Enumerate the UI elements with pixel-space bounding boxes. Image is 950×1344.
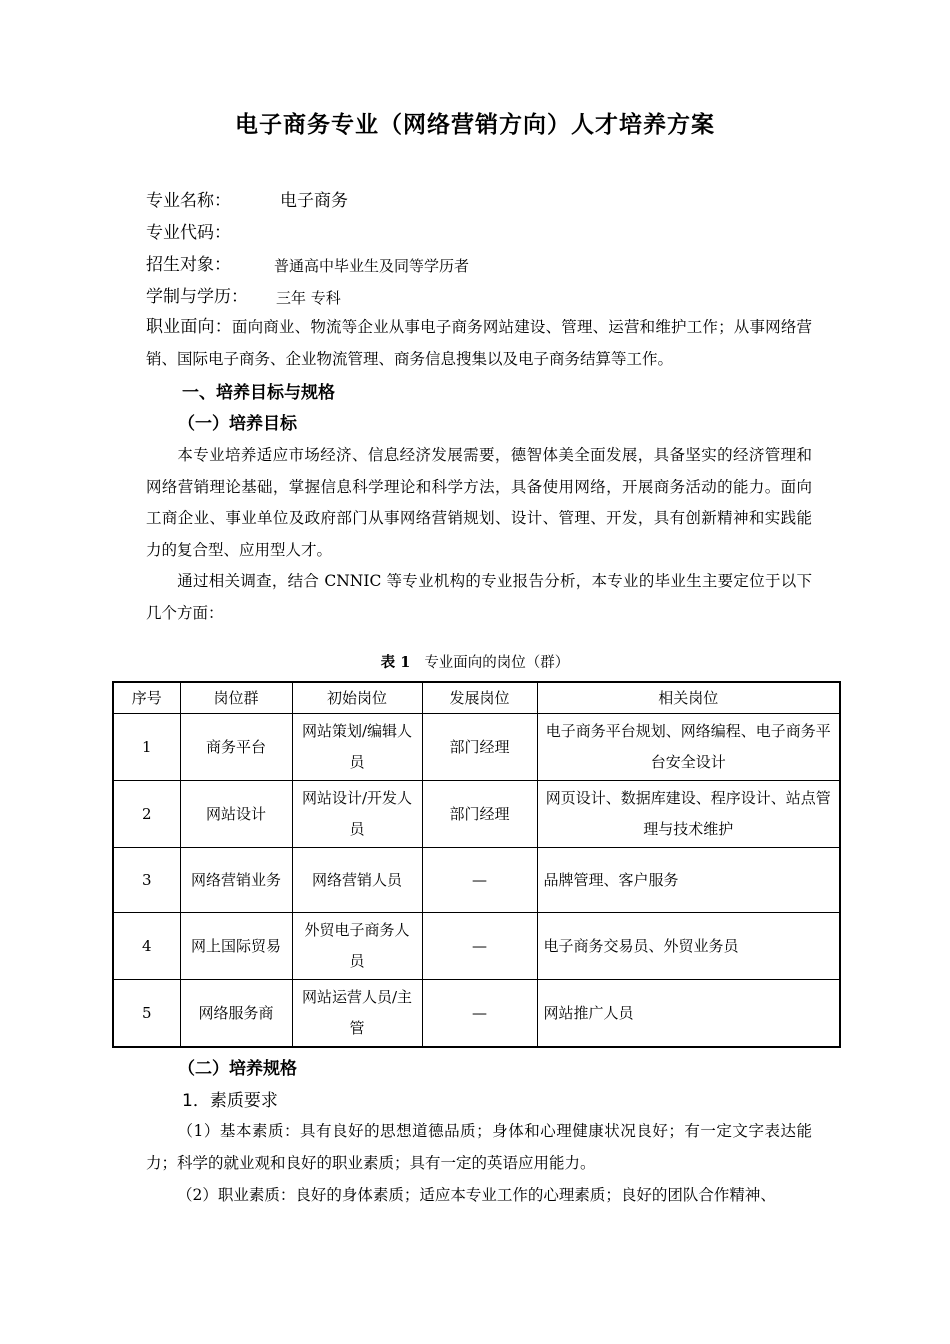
cell-position-group: 网站设计: [180, 781, 292, 848]
header-index: 序号: [113, 682, 180, 714]
duration-label: 学制与学历：: [146, 287, 248, 307]
career-paragraph: [146, 312, 812, 375]
cell-development-position: —: [422, 913, 537, 980]
major-code-label: 专业代码：: [146, 223, 231, 243]
major-name-row: [146, 186, 348, 211]
header-related-positions: 相关岗位: [537, 682, 840, 714]
cell-index: 2: [113, 781, 180, 848]
cell-related-positions: 网站推广人员: [537, 980, 840, 1048]
subsection-heading-goals: （一）培养目标: [178, 414, 297, 434]
career-label: 职业面向：: [146, 317, 232, 337]
cell-initial-position: 网站设计/开发人员: [292, 781, 422, 848]
survey-text: 通过相关调查，结合 CNNIC 等专业机构的专业报告分析，本专业的毕业生主要定位于以下几个方面：: [146, 572, 812, 622]
table-caption-text: 专业面向的岗位（群）: [424, 655, 570, 671]
cell-index: 5: [113, 980, 180, 1048]
survey-paragraph: [146, 566, 812, 629]
duration-row: [146, 282, 341, 307]
table-caption-number: 表 1: [380, 654, 411, 671]
header-initial-position: 初始岗位: [292, 682, 422, 714]
cell-development-position: 部门经理: [422, 714, 537, 781]
basic-quality-paragraph: [146, 1116, 812, 1179]
cell-related-positions: 网页设计、数据库建设、程序设计、站点管理与技术维护: [537, 781, 840, 848]
career-text: 面向商业、物流等企业从事电子商务网站建设、管理、运营和维护工作；从事网络营销、国际电子商务、企业物流管理、商务信息搜集以及电子商务结算等工作。: [146, 318, 812, 368]
table-header-row: [113, 682, 840, 714]
cell-position-group: 商务平台: [180, 714, 292, 781]
cell-index: 3: [113, 848, 180, 913]
cell-related-positions: 电子商务交易员、外贸业务员: [537, 913, 840, 980]
section-heading-1: 一、培养目标与规格: [182, 383, 335, 403]
enroll-target-label: 招生对象：: [146, 255, 231, 275]
major-name-value: 电子商务: [280, 191, 348, 211]
goals-paragraph: [146, 440, 812, 566]
cell-position-group: 网络服务商: [180, 980, 292, 1048]
enroll-target-row: [146, 250, 470, 275]
cell-initial-position: 外贸电子商务人员: [292, 913, 422, 980]
table-row: [113, 781, 840, 848]
positions-table: [112, 681, 841, 1048]
header-position-group: 岗位群: [180, 682, 292, 714]
cell-initial-position: 网络营销人员: [292, 848, 422, 913]
professional-quality-text: （2）职业素质：良好的身体素质；适应本专业工作的心理素质；良好的团队合作精神、: [177, 1186, 776, 1204]
cell-related-positions: 品牌管理、客户服务: [537, 848, 840, 913]
cell-index: 4: [113, 913, 180, 980]
item-heading-quality: 1．素质要求: [182, 1091, 278, 1111]
enroll-target-value: 普通高中毕业生及同等学历者: [274, 257, 470, 275]
basic-quality-text: （1）基本素质：具有良好的思想道德品质；身体和心理健康状况良好；有一定文字表达能力；科学的就业观和良好的职业素质；具有一定的英语应用能力。: [146, 1122, 812, 1172]
duration-value: 三年 专科: [276, 289, 341, 307]
goals-text: 本专业培养适应市场经济、信息经济发展需要，德智体美全面发展，具备坚实的经济管理和网络营销理论基础，掌握信息科学理论和科学方法，具备使用网络，开展商务活动的能力。面向工商企业、事业单位及政府部门从事网络营销规划、设计、管理、开发，具有创新精神和实践能力的复合型、应用型人才。: [146, 446, 812, 559]
subsection-heading-specs: （二）培养规格: [178, 1059, 297, 1079]
cell-development-position: 部门经理: [422, 781, 537, 848]
header-development-position: 发展岗位: [422, 682, 537, 714]
table-row: [113, 913, 840, 980]
table-caption: [0, 651, 950, 672]
table-row: [113, 714, 840, 781]
table-row: [113, 848, 840, 913]
page-title: 电子商务专业（网络营销方向）人才培养方案: [235, 112, 715, 138]
cell-position-group: 网络营销业务: [180, 848, 292, 913]
major-name-label: 专业名称：: [146, 191, 231, 211]
table-row: [113, 980, 840, 1048]
cell-initial-position: 网站运营人员/主管: [292, 980, 422, 1048]
cell-related-positions: 电子商务平台规划、网络编程、电子商务平台安全设计: [537, 714, 840, 781]
cell-development-position: —: [422, 848, 537, 913]
cell-position-group: 网上国际贸易: [180, 913, 292, 980]
major-code-row: [146, 218, 231, 243]
professional-quality-paragraph: [146, 1180, 812, 1212]
cell-index: 1: [113, 714, 180, 781]
cell-initial-position: 网站策划/编辑人员: [292, 714, 422, 781]
cell-development-position: —: [422, 980, 537, 1048]
